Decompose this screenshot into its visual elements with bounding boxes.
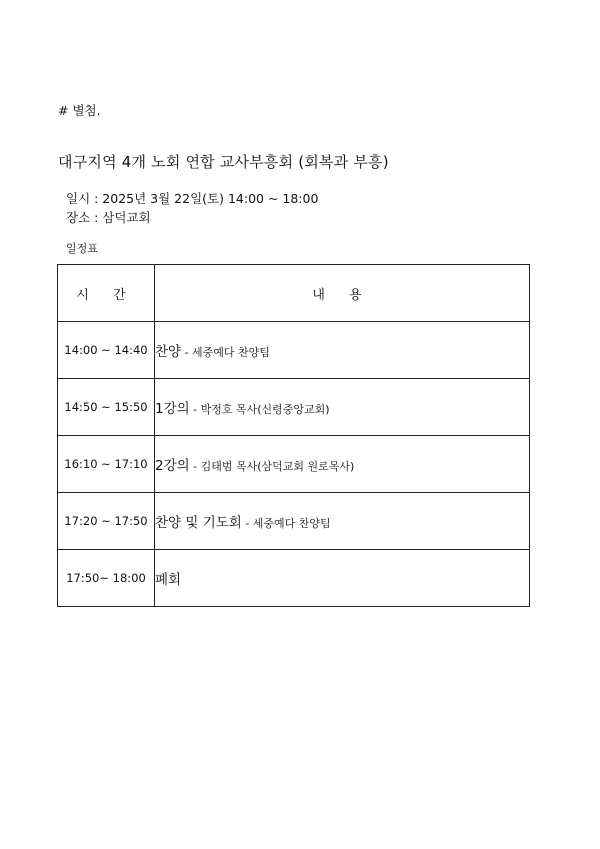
table-row (58, 379, 530, 436)
row-time: 14:50 ~ 15:50 (58, 379, 155, 436)
row-time: 17:20 ~ 17:50 (58, 493, 155, 550)
event-date: 일시 : 2025년 3월 22일(토) 14:00 ~ 18:00 (66, 191, 319, 206)
row-time: 16:10 ~ 17:10 (58, 436, 155, 493)
header-content: 내 용 (155, 265, 530, 322)
row-content (155, 322, 530, 379)
row-time: 14:00 ~ 14:40 (58, 322, 155, 379)
row-sub: - 세중예다 찬양팀 (241, 517, 331, 530)
row-content (155, 550, 530, 607)
row-main: 폐회 (155, 572, 182, 588)
table-row (58, 322, 530, 379)
table-row (58, 550, 530, 607)
row-main: 찬양 및 기도회 (155, 515, 242, 531)
table-header-row (58, 265, 530, 322)
attachment-label: # 별첨. (58, 103, 101, 118)
table-row (58, 493, 530, 550)
row-content (155, 493, 530, 550)
row-main: 1강의 (155, 401, 190, 417)
row-sub: - 김태범 목사(삼덕교회 원로목사) (189, 460, 355, 473)
row-content (155, 436, 530, 493)
document-title: 대구지역 4개 노회 연합 교사부흥회 (회복과 부흥) (58, 153, 389, 171)
row-sub: - 박정호 목사(신령중앙교회) (189, 403, 330, 416)
row-content (155, 379, 530, 436)
header-time: 시 간 (58, 265, 155, 322)
row-main: 2강의 (155, 458, 190, 474)
schedule-table (57, 264, 530, 607)
row-time: 17:50~ 18:00 (58, 550, 155, 607)
schedule-label: 일정표 (66, 242, 98, 255)
event-place: 장소 : 삼덕교회 (66, 210, 151, 225)
row-sub: - 세중예다 찬양팀 (181, 346, 270, 359)
row-main: 찬양 (155, 344, 182, 360)
table-row (58, 436, 530, 493)
